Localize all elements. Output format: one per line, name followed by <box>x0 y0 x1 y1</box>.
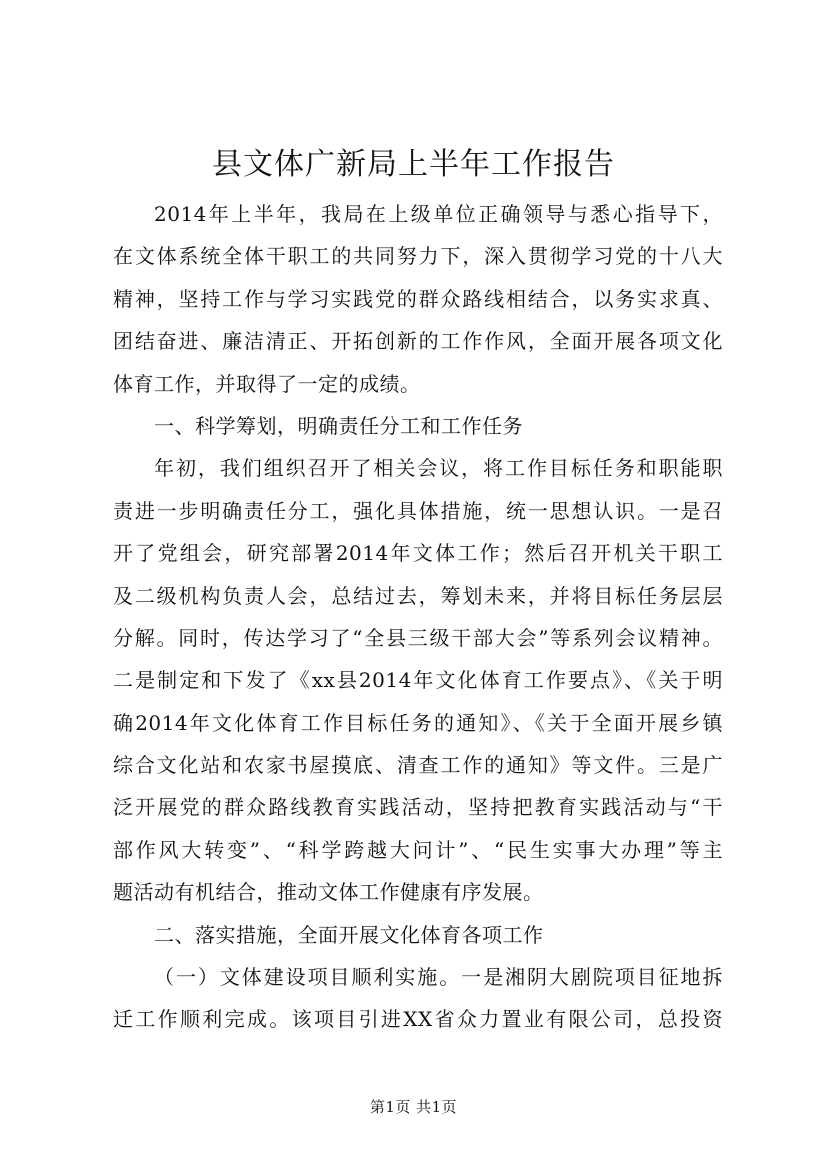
page-footer: 第1页 共1页 <box>369 1098 458 1116</box>
text-line: 题活动有机结合，推动文体工作健康有序发展。 <box>113 880 544 905</box>
text-line: 年初，我们组织召开了相关会议，将工作目标任务和职能职 <box>154 456 723 481</box>
text-line: 及二级机构负责人会，总结过去，筹划未来，并将目标任务层层 <box>113 583 723 608</box>
text-line: 二、落实措施，全面开展文化体育各项工作 <box>154 922 544 947</box>
text-line: 综合文化站和农家书屋摸底、清查工作的通知》等文件。三是广 <box>113 753 723 778</box>
text-line: 体育工作，并取得了一定的成绩。 <box>113 371 421 396</box>
document-body <box>113 193 723 1041</box>
text-line: 责进一步明确责任分工，强化具体措施，统一思想认识。一是召 <box>113 498 723 523</box>
text-line: 一、科学筹划，明确责任分工和工作任务 <box>154 413 523 438</box>
text-line: 迁工作顺利完成。该项目引进XX省众力置业有限公司，总投资 <box>113 1007 723 1032</box>
text-line: 分解。同时，传达学习了“全县三级干部大会”等系列会议精神。 <box>113 625 723 650</box>
document-title: 县文体广新局上半年工作报告 <box>212 147 615 182</box>
text-line: 二是制定和下发了《xx县2014年文化体育工作要点》、《关于明 <box>113 668 723 693</box>
text-line: 泛开展党的群众路线教育实践活动，坚持把教育实践活动与“干 <box>113 795 723 820</box>
text-line: 部作风大转变”、“科学跨越大问计”、“民生实事大办理”等主 <box>113 837 723 862</box>
text-line: 精神，坚持工作与学习实践党的群众路线相结合，以务实求真、 <box>113 286 723 311</box>
text-line: （一）文体建设项目顺利实施。一是湘阴大剧院项目征地拆 <box>154 965 723 990</box>
text-line: 2014年上半年，我局在上级单位正确领导与悉心指导下， <box>154 202 723 226</box>
text-line: 开了党组会，研究部署2014年文体工作；然后召开机关干职工 <box>113 541 723 566</box>
text-line: 在文体系统全体干职工的共同努力下，深入贯彻学习党的十八大 <box>113 244 723 269</box>
text-line: 团结奋进、廉洁清正、开拓创新的工作作风，全面开展各项文化 <box>113 329 723 354</box>
text-line: 确2014年文化体育工作目标任务的通知》、《关于全面开展乡镇 <box>113 710 723 735</box>
